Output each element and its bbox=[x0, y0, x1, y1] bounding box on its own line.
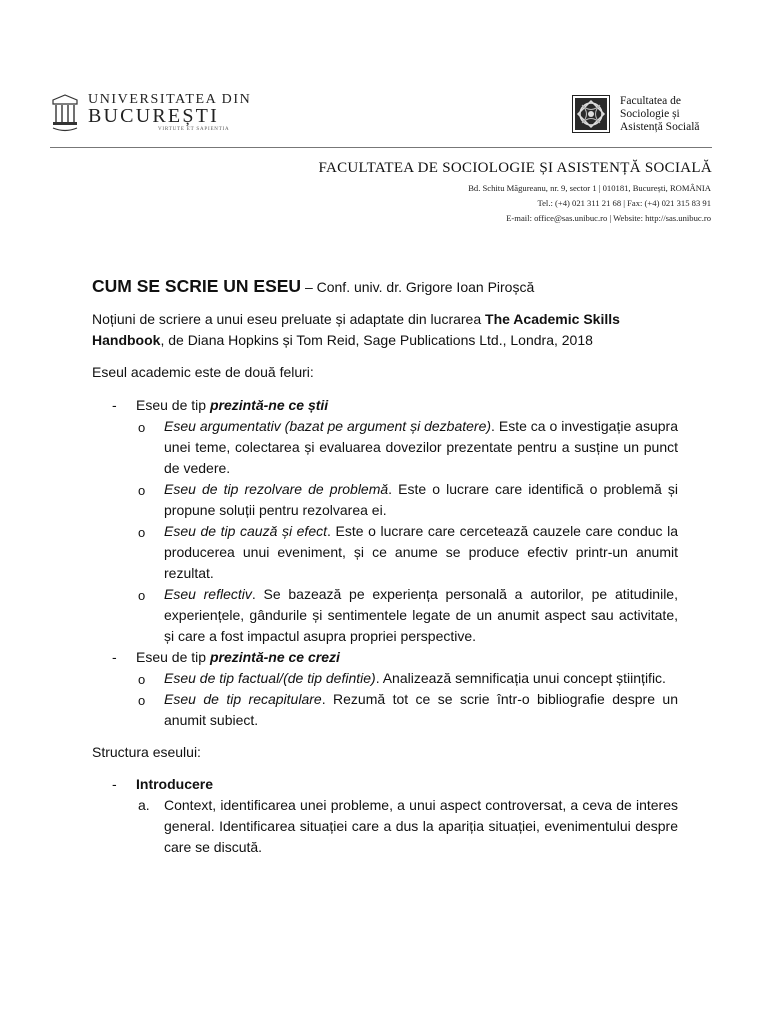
essay-subtype bbox=[136, 416, 678, 479]
essay-group-prefix: Eseu de tip bbox=[136, 649, 210, 665]
essay-subtype bbox=[136, 689, 678, 731]
essay-subtype-name: Eseu de tip recapitulare bbox=[164, 691, 322, 707]
circle-bullet: o bbox=[138, 525, 146, 540]
essay-subtype-list bbox=[136, 668, 678, 731]
essay-subtype bbox=[136, 584, 678, 647]
essay-subtype bbox=[136, 479, 678, 521]
faculty-logo-line: Asistență Socială bbox=[620, 121, 700, 133]
essay-subtype-name: Eseu argumentativ (bazat pe argument și dezbatere) bbox=[164, 418, 492, 434]
document-title-line bbox=[92, 274, 678, 299]
document-title: CUM SE SCRIE UN ESEU bbox=[92, 276, 302, 296]
book-title: The Academic Skills Handbook bbox=[92, 311, 620, 348]
document-body bbox=[92, 274, 678, 858]
essay-group bbox=[92, 647, 678, 731]
essay-subtype-name: Eseu reflectiv bbox=[164, 586, 252, 602]
faculty-logo-line: Sociologie și bbox=[620, 108, 680, 120]
faculty-logo-line: Facultatea de bbox=[620, 95, 681, 107]
essay-subtype-text: . Este o lucrare care identifică o problemă și propune soluții pentru rezolvarea ei. bbox=[164, 481, 679, 518]
essay-subtype-text: . Este ca o investigație asupra unei teme, colectarea și evaluarea dovezilor prezentate pentru a susține un punct de vedere. bbox=[164, 418, 678, 476]
intro-text-end: , de Diana Hopkins și Tom Reid, Sage Publications Ltd., Londra, 2018 bbox=[160, 332, 593, 348]
essay-group-title bbox=[136, 395, 678, 416]
university-name-line2: BUCUREȘTI bbox=[88, 105, 219, 127]
circle-bullet: o bbox=[138, 693, 146, 708]
structure-item bbox=[136, 795, 678, 858]
essay-types-heading: Eseul academic este de două feluri: bbox=[92, 364, 314, 380]
intro-paragraph bbox=[92, 309, 678, 351]
header-divider bbox=[50, 147, 712, 148]
circle-bullet: o bbox=[138, 483, 146, 498]
essay-group-emphasis: prezintă-ne ce crezi bbox=[209, 649, 340, 665]
essay-group-title bbox=[136, 647, 678, 668]
dash-bullet: - bbox=[112, 397, 117, 413]
document-author: – Conf. univ. dr. Grigore Ioan Piroșcă bbox=[301, 279, 535, 295]
faculty-email-website: E-mail: office@sas.unibuc.ro | Website: http://sas.unibuc.ro bbox=[506, 213, 711, 223]
faculty-title: FACULTATEA DE SOCIOLOGIE ȘI ASISTENȚĂ SOCIALĂ bbox=[318, 160, 712, 176]
essay-subtype-text: . Rezumă tot ce se scrie într-o bibliografie despre un anumit subiect. bbox=[164, 691, 678, 728]
university-motto: VIRTUTE ET SAPIENTIA bbox=[158, 127, 230, 132]
circle-bullet: o bbox=[138, 588, 146, 603]
essay-subtype-name: Eseu de tip cauză și efect bbox=[164, 523, 328, 539]
faculty-address: Bd. Schitu Măgureanu, nr. 9, sector 1 | 010181, București, ROMÂNIA bbox=[468, 183, 711, 193]
essay-subtype-text: . Analizează semnificația unui concept științific. bbox=[375, 670, 666, 686]
structure-item-text: Context, identificarea unei probleme, a unui aspect controversat, a ceva de interes general. Identificarea situației care a dus la apariția situației, evenimentului despre care se discută. bbox=[164, 797, 678, 855]
dash-bullet: - bbox=[112, 776, 117, 792]
essay-subtype-text: . Este o lucrare care cercetează cauzele care conduc la producerea unui eveniment, și ce anume se produce efectiv printr-un anumit rezultat. bbox=[164, 523, 678, 581]
faculty-phone: Tel.: (+4) 021 311 21 68 | Fax: (+4) 021 315 83 91 bbox=[537, 198, 711, 208]
essay-group-prefix: Eseu de tip bbox=[136, 397, 210, 413]
essay-group bbox=[92, 395, 678, 647]
essay-subtype bbox=[136, 668, 678, 689]
essay-subtype-name: Eseu de tip rezolvare de problemă bbox=[164, 481, 389, 497]
structure-section bbox=[92, 774, 678, 858]
university-logo bbox=[50, 90, 250, 136]
essay-group-emphasis: prezintă-ne ce știi bbox=[209, 397, 329, 413]
dash-bullet: - bbox=[112, 649, 117, 665]
alpha-marker: a. bbox=[138, 797, 150, 813]
faculty-logo-text bbox=[620, 95, 700, 134]
circle-bullet: o bbox=[138, 420, 146, 435]
essay-types-list bbox=[92, 395, 678, 731]
structure-section-title: Introducere bbox=[136, 776, 214, 792]
faculty-emblem-icon bbox=[572, 95, 610, 133]
structure-list bbox=[92, 774, 678, 858]
structure-heading: Structura eseului: bbox=[92, 744, 201, 760]
essay-subtype-list bbox=[136, 416, 678, 647]
circle-bullet: o bbox=[138, 672, 146, 687]
university-seal-icon bbox=[50, 92, 80, 132]
faculty-logo bbox=[572, 95, 732, 135]
structure-section-items bbox=[136, 795, 678, 858]
essay-subtype-text: . Se bazează pe experiența personală a autorilor, pe atitudinile, experiențele, gândurile și sentimentele legate de un anumit aspect sau activitate, și care a fost impactul asupra propriei perspective. bbox=[164, 586, 678, 644]
essay-subtype-name: Eseu de tip factual/(de tip defintie) bbox=[164, 670, 376, 686]
essay-subtype bbox=[136, 521, 678, 584]
intro-text: Noțiuni de scriere a unui eseu preluate și adaptate din lucrarea bbox=[92, 311, 486, 327]
university-name-line1: UNIVERSITATEA DIN bbox=[88, 92, 252, 107]
